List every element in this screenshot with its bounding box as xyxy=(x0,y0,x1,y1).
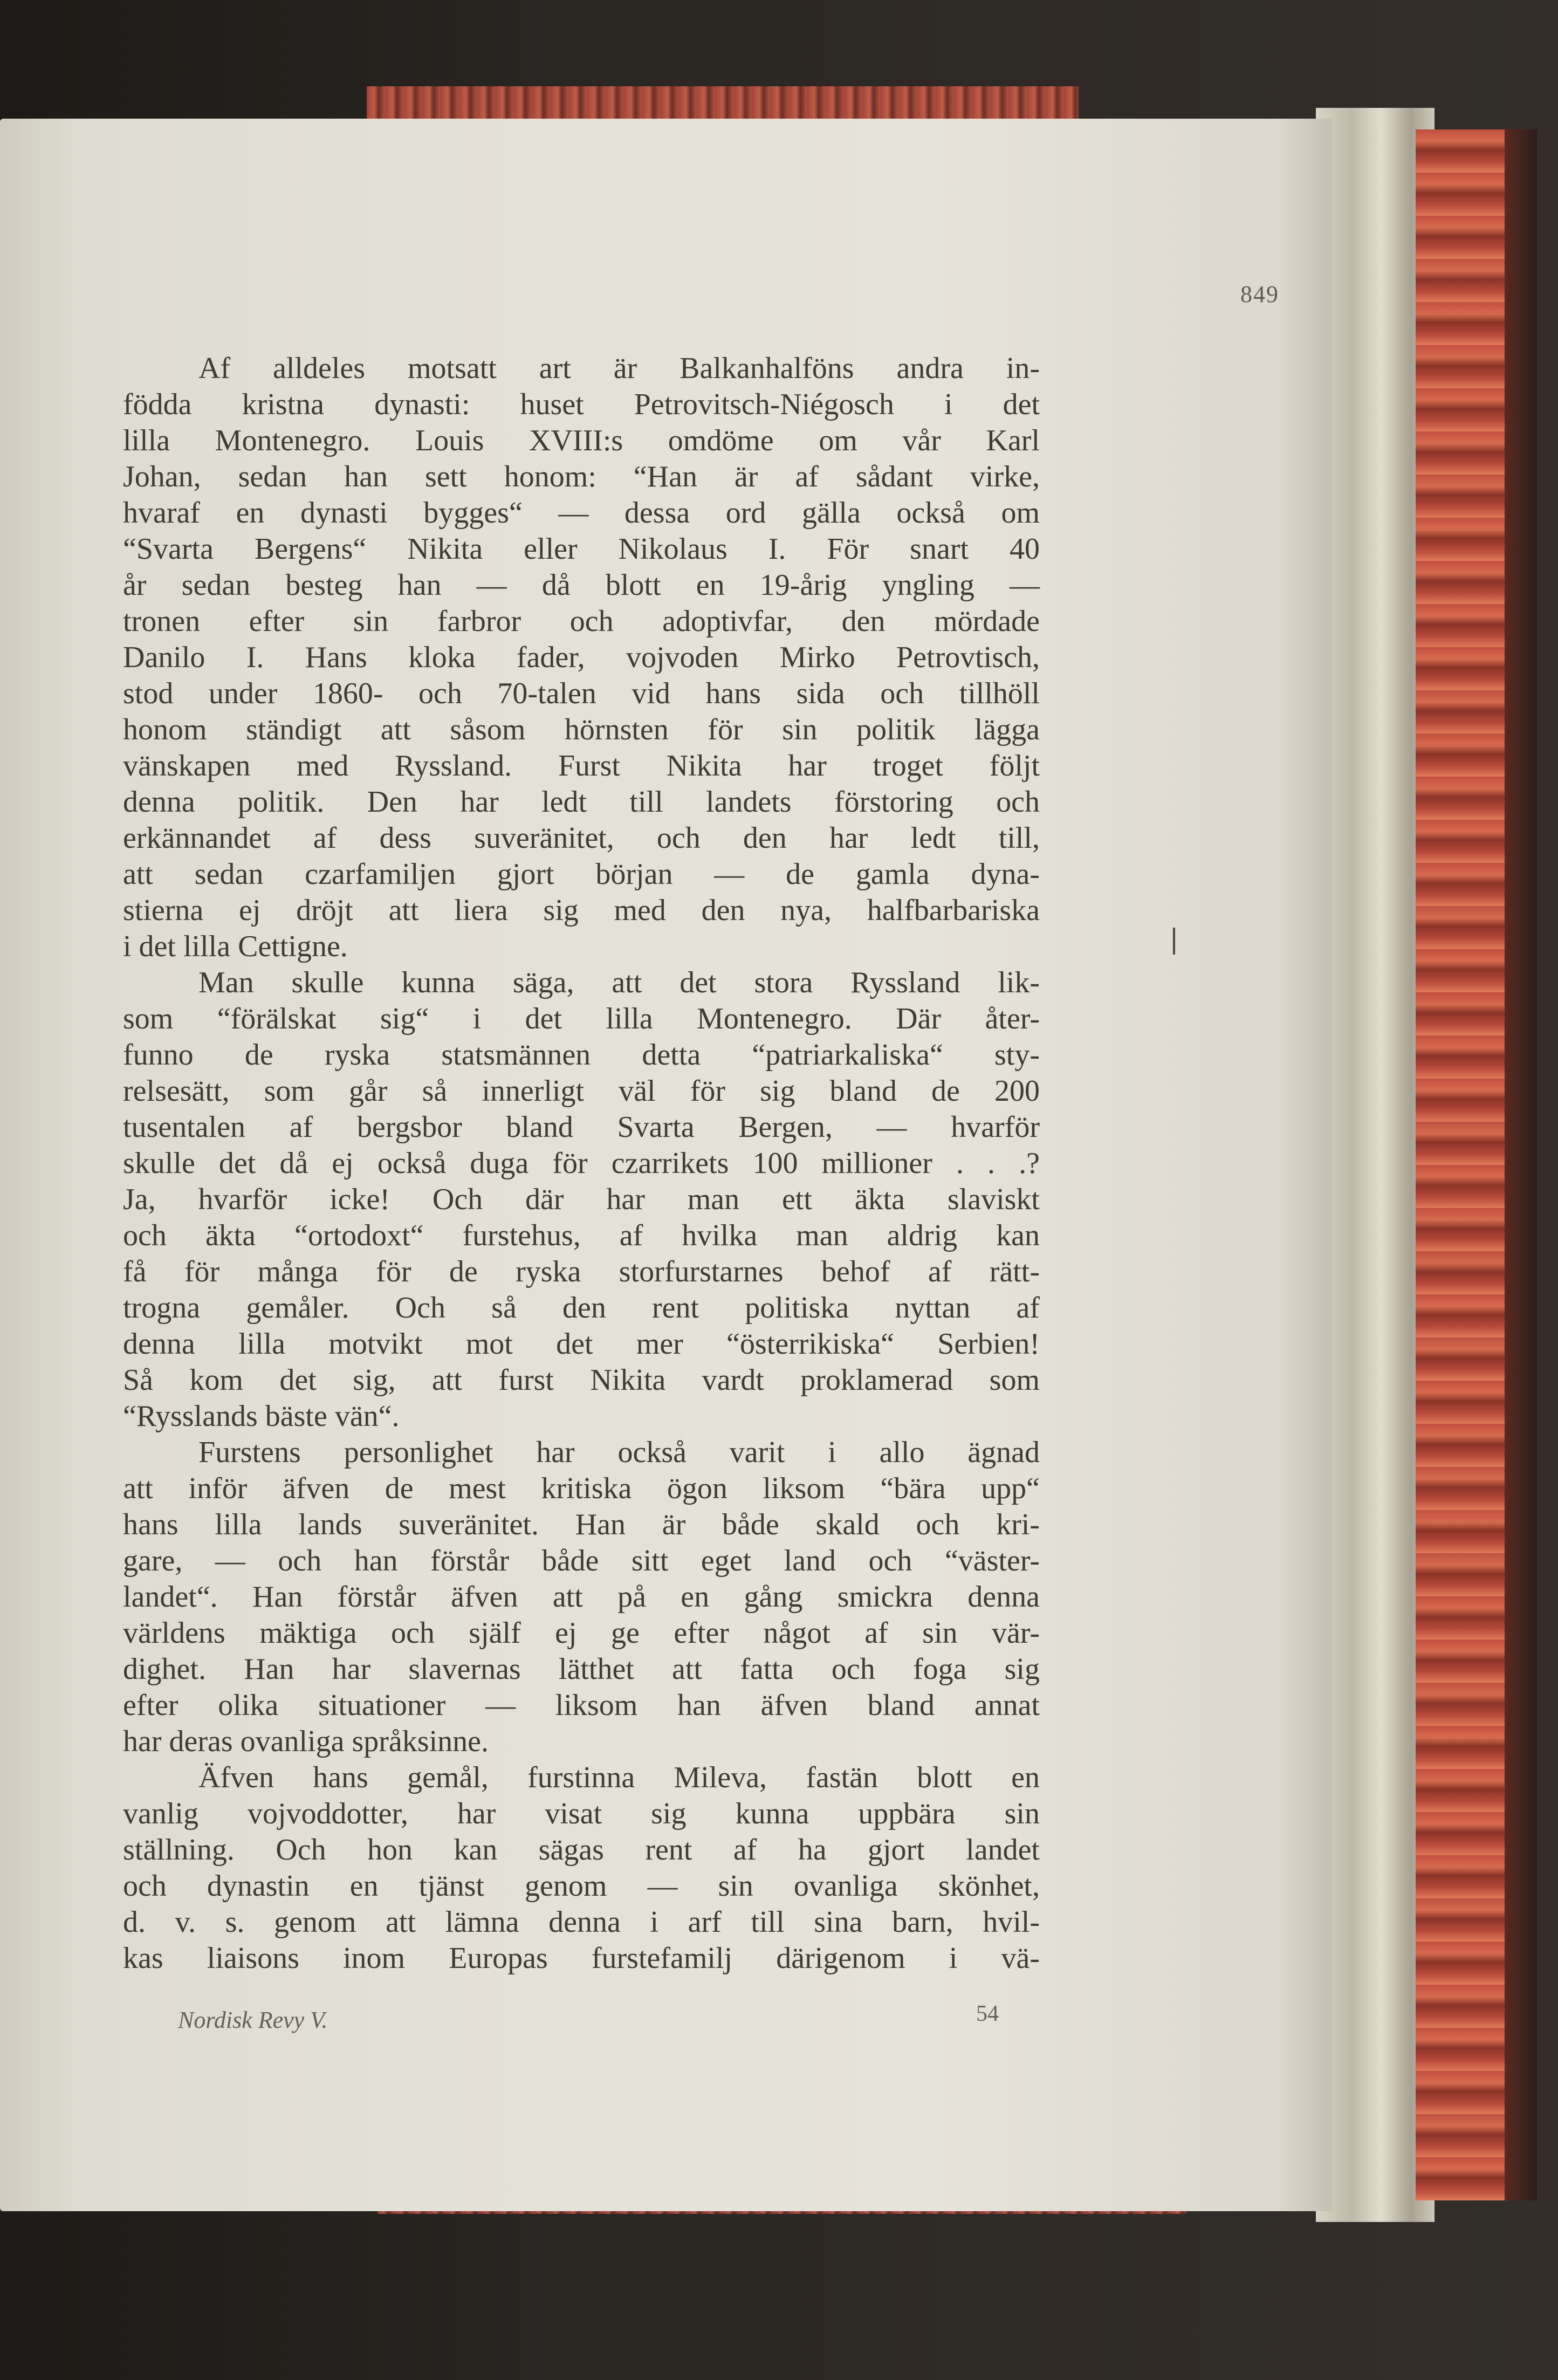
text-line: trogna gemåler. Och så den rent politiska nyttan af xyxy=(123,1291,1040,1325)
text-line: Så kom det sig, att furst Nikita vardt proklamerad som xyxy=(123,1363,1040,1397)
signature-mark: 54 xyxy=(976,2001,999,2026)
text-line: “Svarta Bergens“ Nikita eller Nikolaus I. För snart 40 xyxy=(123,532,1040,566)
text-line: funno de ryska statsmännen detta “patriarkaliska“ sty- xyxy=(123,1038,1040,1072)
text-line: tusentalen af bergsbor bland Svarta Bergen, — hvarför xyxy=(123,1110,1040,1144)
text-line: Danilo I. Hans kloka fader, vojvoden Mirko Petrovtisch, xyxy=(123,641,1040,674)
text-line: Äfven hans gemål, furstinna Mileva, fastän blott en xyxy=(198,1761,1040,1794)
body-text xyxy=(123,351,1040,1977)
text-line: stod under 1860- och 70-talen vid hans sida och tillhöll xyxy=(123,677,1040,710)
text-line: lilla Montenegro. Louis XVIII:s omdöme om vår Karl xyxy=(123,424,1040,457)
journal-footer: Nordisk Revy V. xyxy=(178,2007,328,2033)
text-line: få för många för de ryska storfurstarnes behof af rätt- xyxy=(123,1255,1040,1288)
text-line: landet“. Han förstår äfven att på en gång smickra denna xyxy=(123,1580,1040,1614)
text-line: Man skulle kunna säga, att det stora Ryssland lik- xyxy=(198,966,1040,999)
text-line: tronen efter sin farbror och adoptivfar, den mördade xyxy=(123,605,1040,638)
text-line: skulle det då ej också duga för czarrikets 100 millioner . . .? xyxy=(123,1147,1040,1180)
text-line: gare, — och han förstår både sitt eget land och “väster- xyxy=(123,1544,1040,1577)
text-line: erkännandet af dess suveränitet, och den har ledt till, xyxy=(123,821,1040,855)
text-line: kas liaisons inom Europas furstefamilj därigenom i vä- xyxy=(123,1942,1040,1975)
text-line: hvaraf en dynasti bygges“ — dessa ord gälla också om xyxy=(123,496,1040,530)
text-line: stierna ej dröjt att liera sig med den nya, halfbarbariska xyxy=(123,894,1040,927)
text-line: i det lilla Cettigne. xyxy=(123,930,348,963)
margin-mark xyxy=(1173,928,1175,955)
book-cover-edge xyxy=(1505,129,1537,2200)
text-line: Johan, sedan han sett honom: “Han är af sådant virke, xyxy=(123,460,1040,493)
text-line: Furstens personlighet har också varit i allo ägnad xyxy=(198,1436,1040,1469)
text-line: dighet. Han har slavernas lätthet att fatta och foga sig xyxy=(123,1652,1040,1686)
text-line: Ja, hvarför icke! Och där har man ett äkta slaviskt xyxy=(123,1183,1040,1216)
text-line: relsesätt, som går så innerligt väl för sig bland de 200 xyxy=(123,1074,1040,1108)
text-line: efter olika situationer — liksom han äfven bland annat xyxy=(123,1689,1040,1722)
text-line: denna politik. Den har ledt till landets förstoring och xyxy=(123,785,1040,819)
text-line: år sedan besteg han — då blott en 19-årig yngling — xyxy=(123,568,1040,602)
text-line: vanlig vojvoddotter, har visat sig kunna uppbära sin xyxy=(123,1797,1040,1830)
text-line: d. v. s. genom att lämna denna i arf till sina barn, hvil- xyxy=(123,1905,1040,1939)
text-line: “Rysslands bäste vän“. xyxy=(123,1400,400,1433)
page-number: 849 xyxy=(1240,281,1279,307)
book-fore-edge xyxy=(1416,129,1518,2200)
text-line: Af alldeles motsatt art är Balkanhalföns andra in- xyxy=(198,352,1040,385)
text-line: att sedan czarfamiljen gjort början — de gamla dyna- xyxy=(123,858,1040,891)
text-line: födda kristna dynasti: huset Petrovitsch-Niégosch i det xyxy=(123,388,1040,421)
text-line: denna lilla motvikt mot det mer “österrikiska“ Serbien! xyxy=(123,1327,1040,1361)
text-line: ställning. Och hon kan sägas rent af ha gjort landet xyxy=(123,1833,1040,1867)
text-line: har deras ovanliga språksinne. xyxy=(123,1725,489,1758)
text-line: världens mäktiga och själf ej ge efter något af sin vär- xyxy=(123,1616,1040,1650)
text-line: som “förälskat sig“ i det lilla Montenegro. Där åter- xyxy=(123,1002,1040,1035)
text-line: honom ständigt att såsom hörnsten för sin politik lägga xyxy=(123,713,1040,746)
text-line: vänskapen med Ryssland. Furst Nikita har troget följt xyxy=(123,749,1040,783)
text-line: och äkta “ortodoxt“ furstehus, af hvilka man aldrig kan xyxy=(123,1219,1040,1252)
text-line: hans lilla lands suveränitet. Han är både skald och kri- xyxy=(123,1508,1040,1541)
text-line: och dynastin en tjänst genom — sin ovanliga skönhet, xyxy=(123,1869,1040,1903)
text-line: att inför äfven de mest kritiska ögon liksom “bära upp“ xyxy=(123,1472,1040,1505)
